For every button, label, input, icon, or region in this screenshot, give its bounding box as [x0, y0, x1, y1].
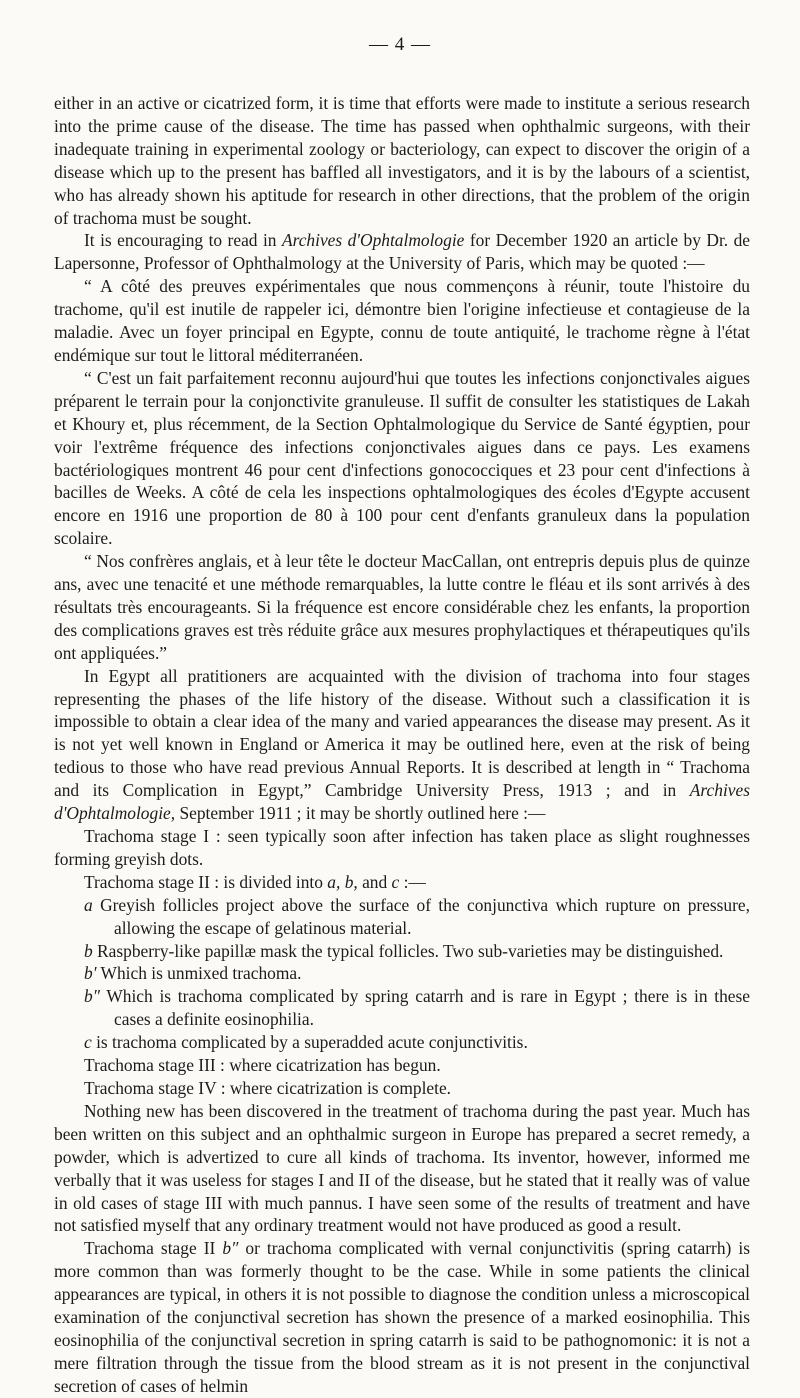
- text-run: It is encouraging to read in: [84, 230, 282, 251]
- substage-text: Raspberry-like papillæ mask the typical follicles. Two sub-varieties may be distinguished.: [92, 940, 724, 961]
- quote-paragraph-2: “ C'est un fait parfaitement reconnu aujourd'hui que toutes les infections conjonctivales aigues préparent le terrain pour la conjonctivite granuleuse. Il suffit de consulter les statistiques de Lakah et Khoury et, plus récemment, de la Section Ophtalmologique du Service de Santé égyptien, pour voir l'extrême fréquence des infections conjonctivales aigues dans ce pays. Les examens bactériologiques montrent 46 pour cent d'infections gonococciques et 23 pour cent d'infections à bacilles de Weeks. A côté de cela les inspections ophtalmologiques des écoles d'Egypte accusent encore en 1916 une proportion de 80 à 100 pour cent d'enfants granuleux dans la population scolaire.: [54, 367, 750, 549]
- stage-3: Trachoma stage III : where cicatrization has begun.: [84, 1055, 441, 1076]
- quote-paragraph-3: “ Nos confrères anglais, et à leur tête le docteur MacCallan, ont entrepris depuis plus de quinze ans, avec une tenacité et une méthode remarquables, la lutte contre le fléau et ils sont arrivés à des résultats très encourageants. Si la fréquence est encore considérable chez les enfants, la proportion des complications graves est très réduite grâce aux mesures prophylactiques et thérapeutiques qu'ils ont appliquées.”: [54, 551, 750, 663]
- substage-text: Greyish follicles project above the surface of the conjunctiva which rupture on pressure, allowing the escape of gelatinous material.: [92, 894, 750, 938]
- paragraph-stages-intro: [54, 665, 750, 825]
- text-run: and: [357, 871, 392, 892]
- paragraph-archives-intro: [54, 229, 750, 275]
- substage-text: is trachoma complicated by a superadded acute conjunctivitis.: [91, 1032, 528, 1053]
- substage-text: Which is trachoma complicated by spring catarrh and is rare in Egypt ; there is in these cases a definite eosinophilia.: [99, 986, 750, 1030]
- text-run: :—: [399, 871, 426, 892]
- quote-paragraph-1: “ A côté des preuves expérimentales que nous commençons à réunir, toute l'histoire du trachome, qu'il est inutile de rappeler ici, démontre bien l'origine infectieuse et contagieuse de la maladie. Avec un foyer principal en Egypte, connu de toute antiquité, le trachome règne à l'état endémique sur tout le littoral méditerranéen.: [54, 276, 750, 365]
- stage-2: [54, 871, 750, 894]
- substage-text: Which is unmixed trachoma.: [96, 963, 302, 984]
- text-run: for December 1920 an article by Dr. de Lapersonne, Professor of Ophthalmology at the University of Paris, which may be quoted :—: [54, 230, 751, 274]
- text-run: In Egypt all pratitioners are acquainted with the division of trachoma into four stages representing the phases of the life history of the disease. Without such a classification it is impossible to obtain a clear idea of the many and varied appearances the disease may present. As it is not yet well known in England or America it may be outlined here, even at the risk of being tedious to those who have read previous Annual Reports. It is described at length in “ Trachoma and its Complication in Egypt,” Cambridge University Press, 1913 ; and in: [54, 665, 750, 801]
- substage-letter: c: [84, 1032, 92, 1053]
- journal-title: Archives d'Ophtalmologie,: [54, 780, 750, 824]
- substage-a: [54, 894, 750, 940]
- letter-b-double-prime: b″: [222, 1238, 239, 1259]
- letter-b: b,: [344, 871, 358, 892]
- substage-letter: b″: [84, 986, 100, 1007]
- document-body: [54, 92, 750, 1398]
- letter-c: c: [391, 871, 400, 892]
- text-run: September 1911 ; it may be shortly outlined here :—: [175, 803, 546, 824]
- letter-a: a,: [327, 871, 341, 892]
- substage-c: [54, 1031, 750, 1054]
- text-run: or trachoma complicated with vernal conjunctivitis (spring catarrh) is more common than was formerly thought to be the case. While in some patients the clinical appearances are typical, in others it is not possible to diagnose the condition unless a microscopical examination of the conjunctival secretion has shown the presence of a marked eosinophilia. This eosinophilia of the conjunctival secretion in spring catarrh is said to be pathognomonic: it is not a mere filtration through the tissue from the blood stream as it is not present in the conjunctival secretion of cases of helmin: [54, 1238, 750, 1396]
- paragraph-treatment: Nothing new has been discovered in the treatment of trachoma during the past year. Much has been written on this subject and an ophthalmic surgeon in Europe has prepared a secret remedy, a powder, which is advertized to cure all kinds of trachoma. Its inventor, however, informed me verbally that it was useless for stages I and II of the disease, but he stated that it really was of value in old cases of stage III with much pannus. I have seen some of the results of treatment and have not satisfied myself that any ordinary treatment would not have produced as good a result.: [54, 1100, 750, 1236]
- substage-letter: b′: [84, 963, 97, 984]
- stage-1: Trachoma stage I : seen typically soon after infection has taken place as slight roughnesses forming greyish dots.: [54, 826, 750, 869]
- substage-letter: b: [84, 940, 93, 961]
- substage-b-prime: [54, 962, 750, 985]
- paragraph-continuation: either in an active or cicatrized form, it is time that efforts were made to institute a serious research into the prime cause of the disease. The time has passed when ophthalmic surgeons, with their inadequate training in experimental zoology or bacteriology, can expect to discover the origin of a disease which up to the present has baffled all investigators, and it is by the labours of a scientist, who has already shown his aptitude for research in other directions, that the problem of the origin of trachoma must be sought.: [54, 93, 750, 228]
- stage-4: Trachoma stage IV : where cicatrization is complete.: [84, 1077, 452, 1098]
- paragraph-spring-catarrh: [54, 1237, 750, 1397]
- page-number: — 4 —: [369, 34, 431, 55]
- journal-title: Archives d'Ophtalmologie: [281, 230, 465, 251]
- text-run: Trachoma stage II: [84, 1238, 223, 1259]
- substage-b-double-prime: [54, 985, 750, 1031]
- substage-b: [54, 940, 750, 963]
- substage-letter: a: [84, 894, 93, 915]
- text-run: Trachoma stage II : is divided into: [84, 871, 328, 892]
